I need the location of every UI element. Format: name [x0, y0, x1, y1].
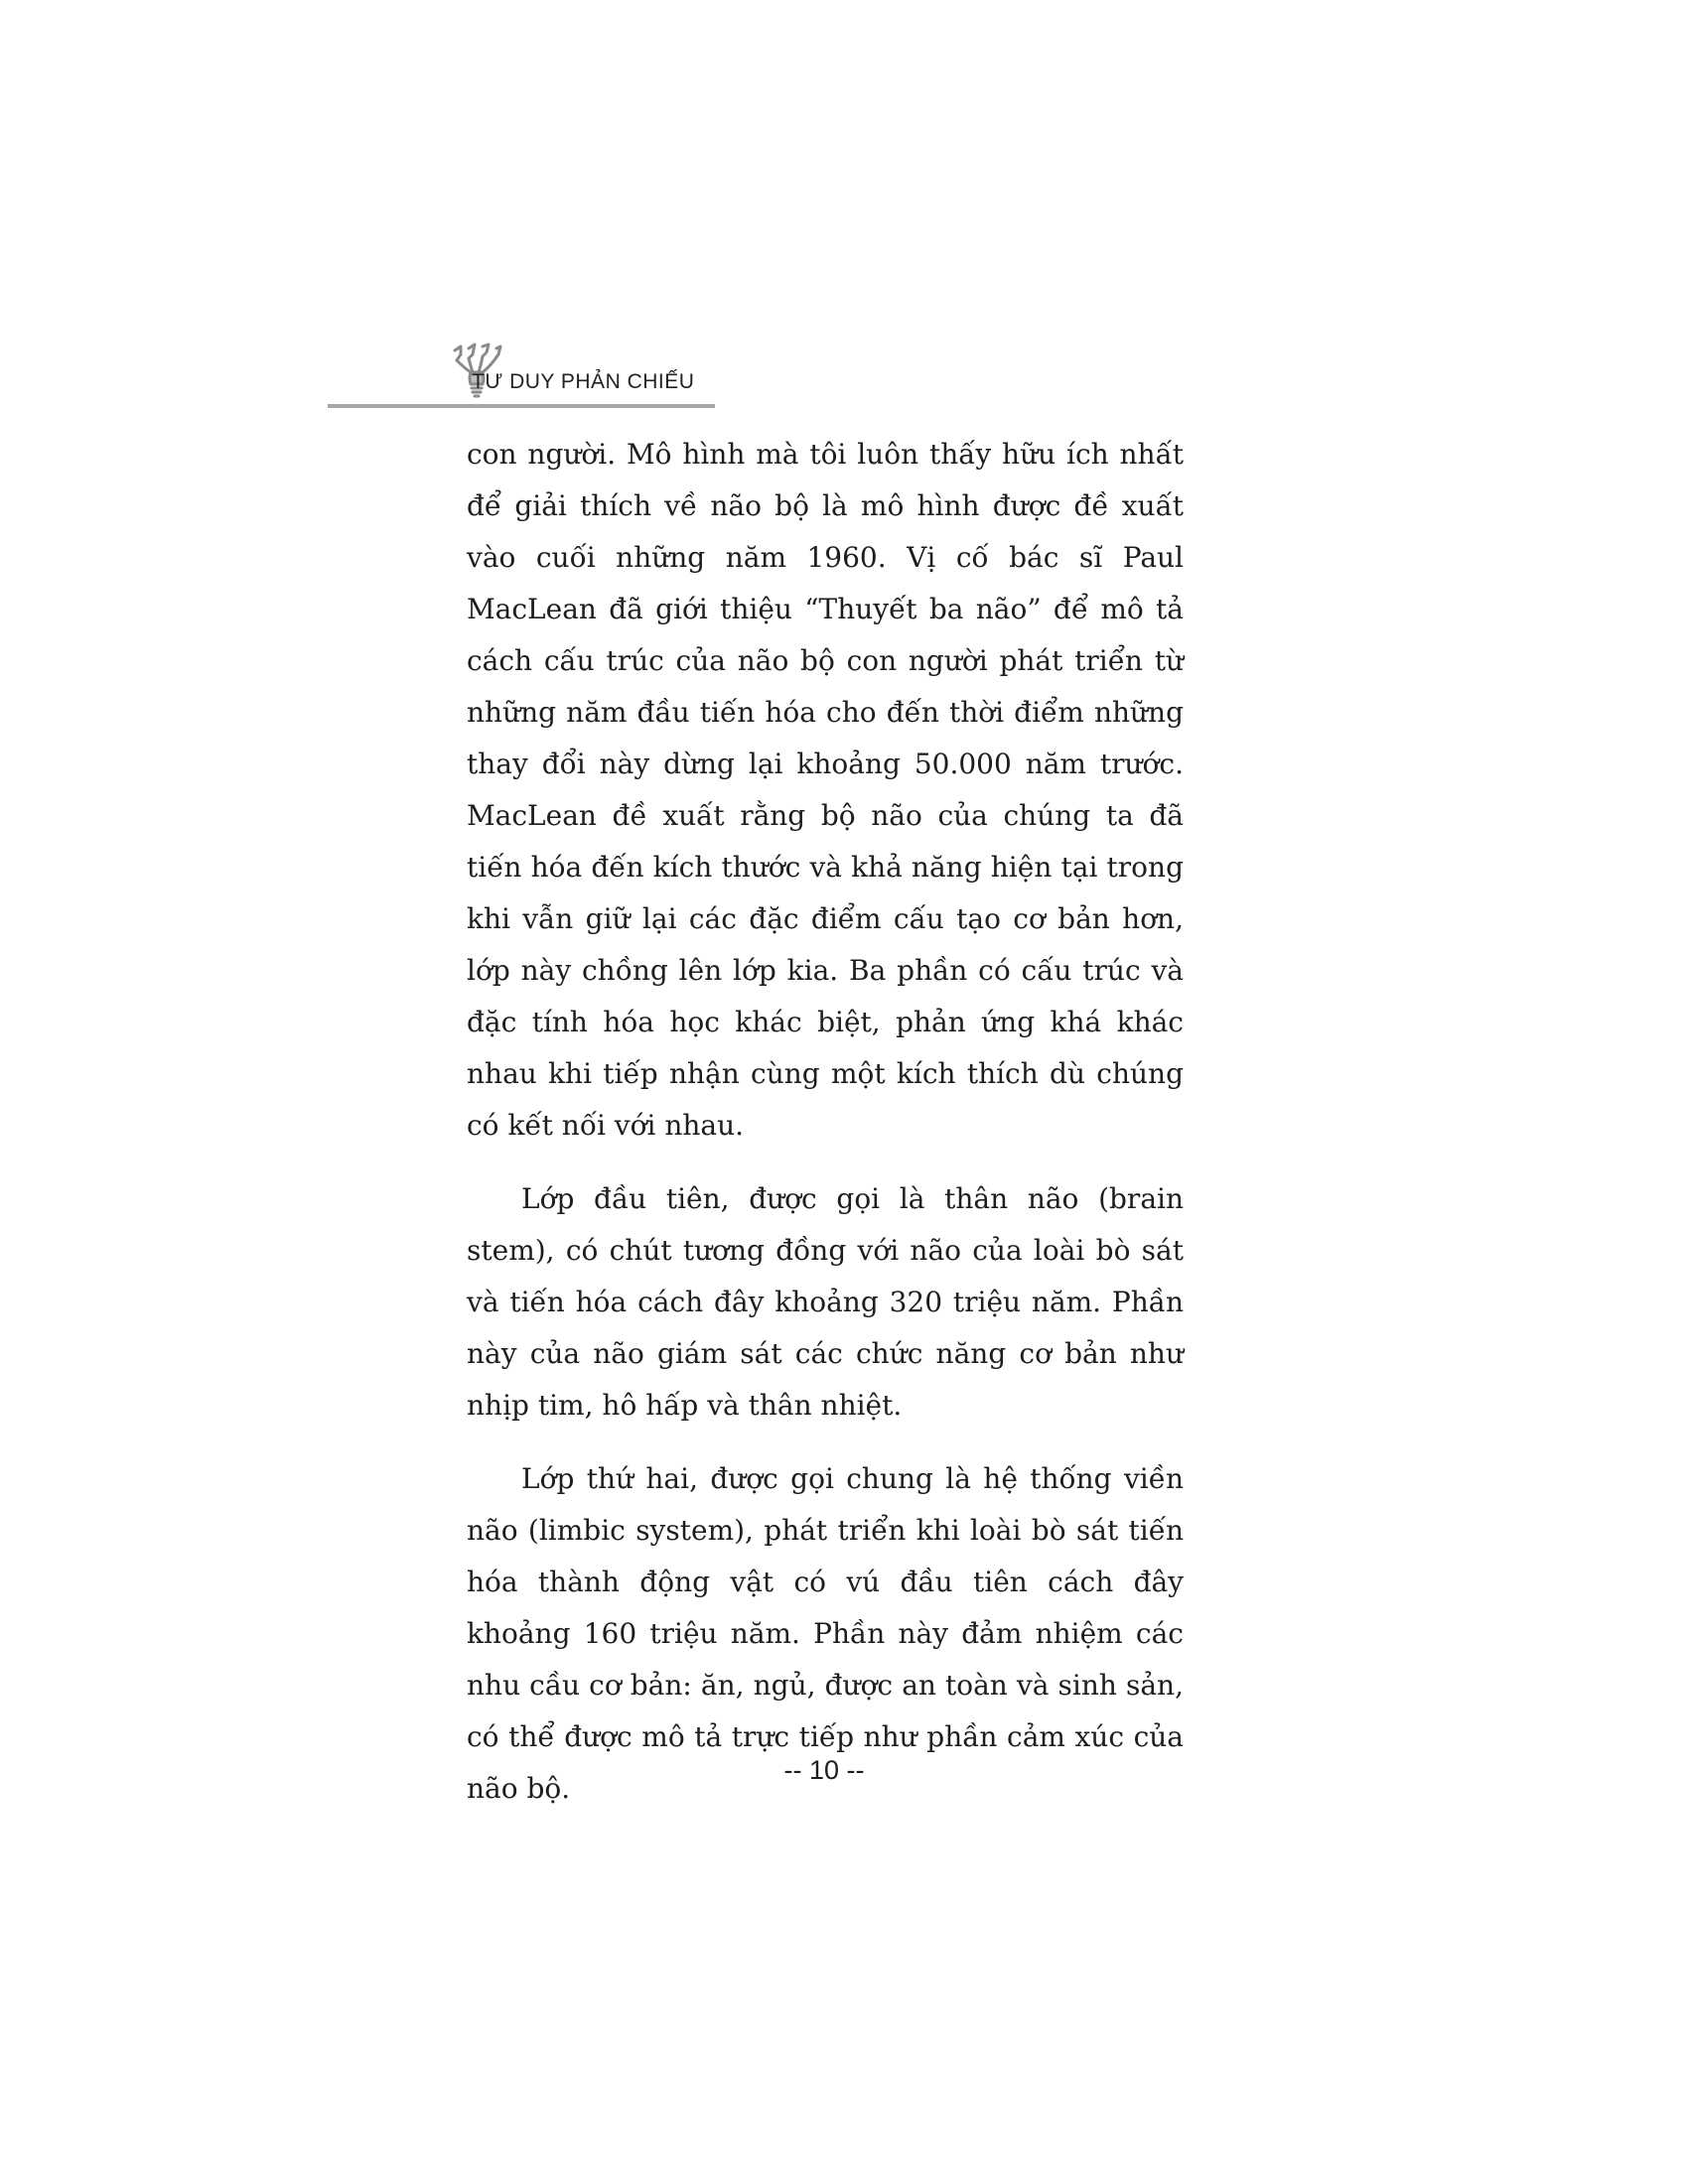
paragraph-brain-stem: Lớp đầu tiên, được gọi là thân não (brain stem), có chút tương đồng với não của loài bò sát và tiến hóa cách đây khoảng 320 triệu năm. Phần này của não giám sát các chức năng cơ bản như nhịp tim, hô hấp và thân nhiệt.: [467, 1182, 1184, 1422]
header-divider: [328, 404, 715, 408]
running-header: [328, 342, 715, 412]
page-number: -- 10 --: [783, 1755, 865, 1785]
paragraph-continued: con người. Mô hình mà tôi luôn thấy hữu ích nhất để giải thích về não bộ là mô hình được đề xuất vào cuối những năm 1960. Vị cố bác sĩ Paul MacLean đã giới thiệu “Thuyết ba não” để mô tả cách cấu trúc của não bộ con người phát triển từ những năm đầu tiến hóa cho đến thời điểm những thay đổi này dừng lại khoảng 50.000 năm trước. MacLean đề xuất rằng bộ não của chúng ta đã tiến hóa đến kích thước và khả năng hiện tại trong khi vẫn giữ lại các đặc điểm cấu tạo cơ bản hơn, lớp này chồng lên lớp kia. Ba phần có cấu trúc và đặc tính hóa học khác biệt, phản ứng khá khác nhau khi tiếp nhận cùng một kích thích dù chúng có kết nối với nhau.: [467, 438, 1184, 1142]
running-header-title: TƯ DUY PHẢN CHIẾU: [472, 370, 695, 393]
paragraph-limbic-system: Lớp thứ hai, được gọi chung là hệ thống viền não (limbic system), phát triển khi loài bò sát tiến hóa thành động vật có vú đầu tiên cách đây khoảng 160 triệu năm. Phần này đảm nhiệm các nhu cầu cơ bản: ăn, ngủ, được an toàn và sinh sản, có thể được mô tả trực tiếp như phần cảm xúc của não bộ.: [467, 1462, 1184, 1805]
body-text: [467, 429, 1184, 1837]
